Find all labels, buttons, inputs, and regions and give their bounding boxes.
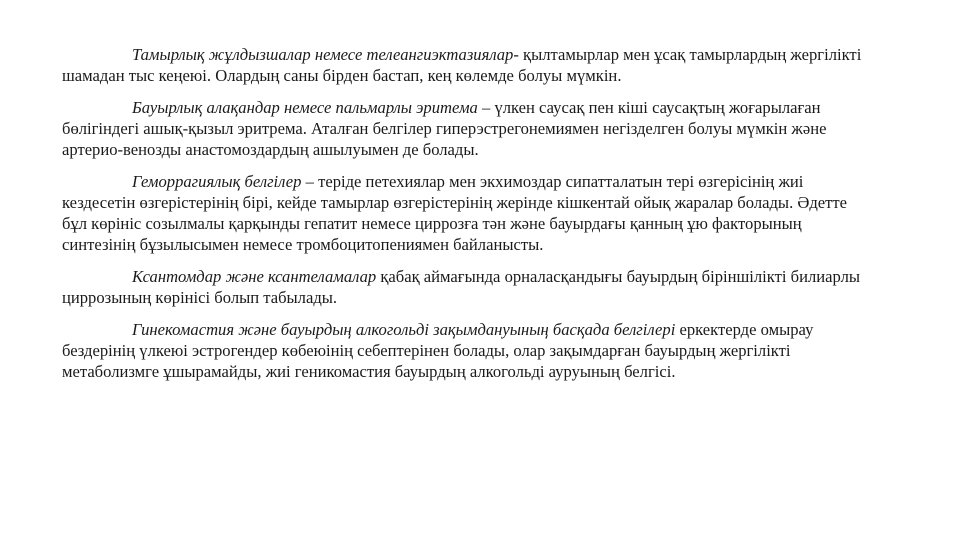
paragraph-text: қабақ аймағында орналасқандығы бауырдың біріншілікті билиарлы циррозының көрінісі болып табылады. bbox=[62, 267, 861, 307]
paragraph-term: Гинекомастия және бауырдың алкогольді зақымдануының басқада белгілері bbox=[132, 320, 676, 339]
paragraph-palmar-erythema bbox=[62, 97, 862, 160]
paragraph-text: – үлкен саусақ пен кіші саусақтың жоғарылаған бөлігіндегі ашық-қызыл эритрема. Аталған белгілер гиперэстрегонемиямен негізделген болуы мүмкін және артерио-венозды анастомоздардың ашылуымен де болады. bbox=[62, 98, 827, 159]
paragraph-gynecomastia bbox=[62, 319, 862, 382]
paragraph-telangiectasia bbox=[62, 44, 862, 86]
paragraph-xanthomas bbox=[62, 266, 862, 308]
paragraph-term: Бауырлық алақандар немесе пальмарлы эритема bbox=[132, 98, 478, 117]
paragraph-term: Геморрагиялық белгілер bbox=[132, 172, 302, 191]
paragraph-text: еркектерде омырау бездерінің үлкеюі эстрогендер көбеюінің себептерінен болады, олар зақымдарған бауырдың жергілікті метаболизмге ұшырамайды, жиі геникомастия бауырдың алкогольді ауруының белгісі. bbox=[62, 320, 814, 381]
paragraph-text: қылтамырлар мен ұсақ тамырлардың жергілікті шамадан тыс кеңеюі. Олардың саны бірден бастап, кең көлемде болуы мүмкін. bbox=[62, 45, 862, 85]
paragraph-text: – теріде петехиялар мен экхимоздар сипатталатын тері өзгерісінің жиі кездесетін өзгерістерінің бірі, кейде тамырлар өзгерістерінің жерінде кішкентай ойық жаралар болады. Әдетте бұл көрініс созылмалы қарқынды гепатит немесе циррозға тән және бауырдағы қанның ұю факторының синтезінің бұзылысымен немесе тромбоцитопениямен байланысты. bbox=[62, 172, 848, 254]
paragraph-term: Ксантомдар және ксантеламалар bbox=[132, 267, 377, 286]
paragraph-term: Тамырлық жұлдызшалар немесе телеангиэктазиялар- bbox=[132, 45, 519, 64]
paragraph-hemorrhagic-signs bbox=[62, 171, 862, 255]
document-body bbox=[62, 44, 862, 393]
